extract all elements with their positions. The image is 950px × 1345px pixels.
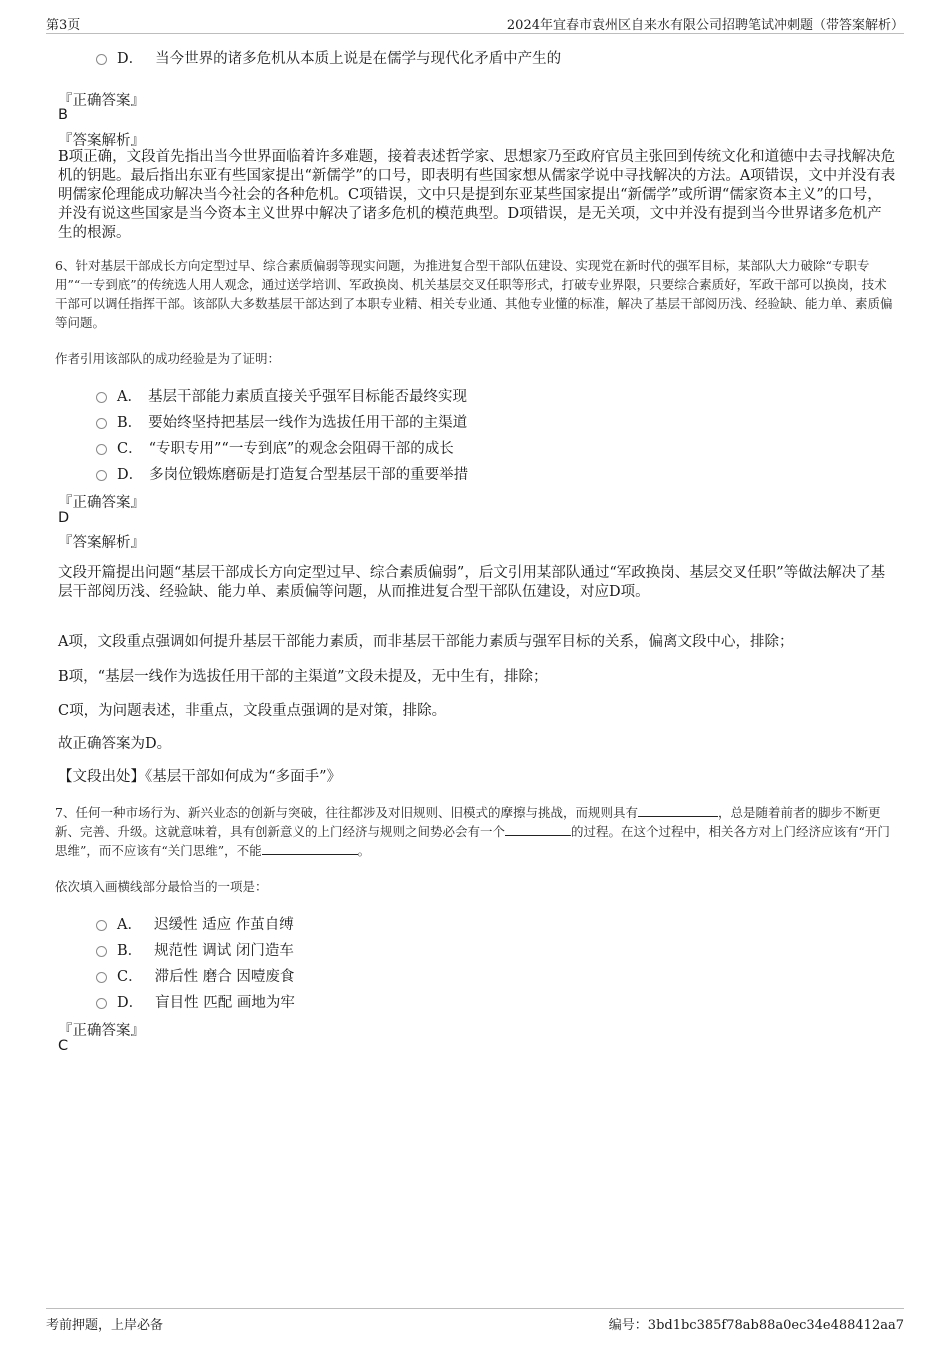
q6-option-a[interactable]: A． 基层干部能力素质直接关乎强军目标能否最终实现 xyxy=(96,385,467,406)
q6-option-d[interactable]: D． 多岗位锻炼磨砺是打造复合型基层干部的重要举措 xyxy=(96,463,468,484)
page-number: 第3页 xyxy=(46,18,81,33)
q7-option-b[interactable]: B． 规范性 调试 闭门造车 xyxy=(96,939,294,960)
radio-icon[interactable] xyxy=(96,418,107,429)
q5-option-d[interactable]: D． 当今世界的诸多危机从本质上说是在儒学与现代化矛盾中产生的 xyxy=(96,47,561,68)
q7-prompt: 依次填入画横线部分最恰当的一项是： xyxy=(55,879,268,894)
radio-icon[interactable] xyxy=(96,946,107,957)
q6-answer-label: 『正确答案』 xyxy=(58,495,145,511)
q6-analysis-para: A项，文段重点强调如何提升基层干部能力素质，而非基层干部能力素质与强军目标的关系，偏离文段中心，排除； xyxy=(58,634,794,650)
radio-icon[interactable] xyxy=(96,998,107,1009)
q6-analysis-para: 故正确答案为D。 xyxy=(58,736,172,752)
header-divider xyxy=(46,33,904,34)
q6-stem: 6、针对基层干部成长方向定型过早、综合素质偏弱等现实问题，为推进复合型干部队伍建设、实现党在新时代的强军目标，某部队大力破除“专职专用”“一专到底”的传统选人用人观念，通过送学培训、军政换岗、机关基层交叉任职等形式，打破专业界限，只要综合素质好，军政干部可以换岗，技术干部可以调任指挥干部。该部队大多数基层干部达到了本职专业精、相关专业通、其他专业懂的标准，解决了基层干部阅历浅、经验缺、能力单、素质偏等问题。 xyxy=(55,258,893,330)
radio-icon[interactable] xyxy=(96,392,107,403)
q5-analysis: B项正确，文段首先指出当今世界面临着许多难题，接着表述哲学家、思想家乃至政府官员主张回到传统文化和道德中去寻找解决危机的钥匙。最后指出东亚有些国家提出“新儒学”的口号，即表明有些国家想从儒家学说中寻找解决的方法。A项错误，文中并没有表明儒家伦理能成功解决当今社会的各种危机。C项错误，文中只是提到东亚某些国家提出“新儒学”或所谓“儒家资本主义”的口号，并没有说这些国家是当今资本主义世界中解决了诸多危机的模范典型。D项错误，是无关项，文中并没有提到当今世界诸多危机产生的根源。 xyxy=(58,149,896,241)
q6-analysis-para: B项，“基层一线作为选拔任用干部的主渠道”文段未提及，无中生有，排除； xyxy=(58,669,548,685)
q6-analysis-para: C项，为问题表述，非重点，文段重点强调的是对策，排除。 xyxy=(58,703,447,719)
q7-answer: C xyxy=(58,1038,69,1054)
footer-divider xyxy=(46,1308,904,1309)
q7-option-c[interactable]: C． 滞后性 磨合 因噎废食 xyxy=(96,965,294,986)
q5-answer: B xyxy=(58,107,68,123)
q6-analysis-label: 『答案解析』 xyxy=(58,535,145,551)
radio-icon[interactable] xyxy=(96,54,107,65)
q5-answer-label: 『正确答案』 xyxy=(58,93,145,109)
fill-blank-2[interactable] xyxy=(505,822,571,836)
radio-icon[interactable] xyxy=(96,972,107,983)
radio-icon[interactable] xyxy=(96,444,107,455)
radio-icon[interactable] xyxy=(96,920,107,931)
q7-option-a[interactable]: A． 迟缓性 适应 作茧自缚 xyxy=(96,913,294,934)
fill-blank-3[interactable] xyxy=(262,841,358,855)
q6-answer: D xyxy=(58,510,70,526)
footer-slogan: 考前押题，上岸必备 xyxy=(46,1318,164,1333)
q6-option-b[interactable]: B． 要始终坚持把基层一线作为选拔任用干部的主渠道 xyxy=(96,411,467,432)
q7-answer-label: 『正确答案』 xyxy=(58,1023,145,1039)
q6-analysis-para: 文段开篇提出问题“基层干部成长方向定型过早、综合素质偏弱”，后文引用某部队通过“军政换岗、基层交叉任职”等做法解决了基层干部阅历浅、经验缺、能力单、素质偏等问题，从而推进复合型干部队伍建设，对应D项。 xyxy=(58,565,886,600)
q5-analysis-label: 『答案解析』 xyxy=(58,133,145,149)
q6-option-c[interactable]: C． “专职专用”“一专到底”的观念会阻碍干部的成长 xyxy=(96,437,454,458)
q7-stem: 7、任何一种市场行为、新兴业态的创新与突破，往往都涉及对旧规则、旧模式的摩擦与挑战，而规则具有 ，总是随着前者的脚步不断更新、完善、升级。这就意味着，具有创新意义的上门经济与规则之间势必会有一个 的过程。在这个过程中，相关各方对上门经济应该有“开门思维”，而不应该有“关门思维”，不能 。 xyxy=(55,805,890,858)
document-title: 2024年宜春市袁州区自来水有限公司招聘笔试冲刺题（带答案解析） xyxy=(506,18,904,33)
radio-icon[interactable] xyxy=(96,470,107,481)
q7-option-d[interactable]: D． 盲目性 匹配 画地为牢 xyxy=(96,991,295,1012)
q6-source: 【文段出处】《基层干部如何成为“多面手”》 xyxy=(58,769,342,785)
fill-blank-1[interactable] xyxy=(638,803,718,817)
q6-prompt: 作者引用该部队的成功经验是为了证明： xyxy=(55,351,281,366)
document-id: 编号：3bd1bc385f78ab88a0ec34e488412aa7 xyxy=(608,1318,904,1333)
